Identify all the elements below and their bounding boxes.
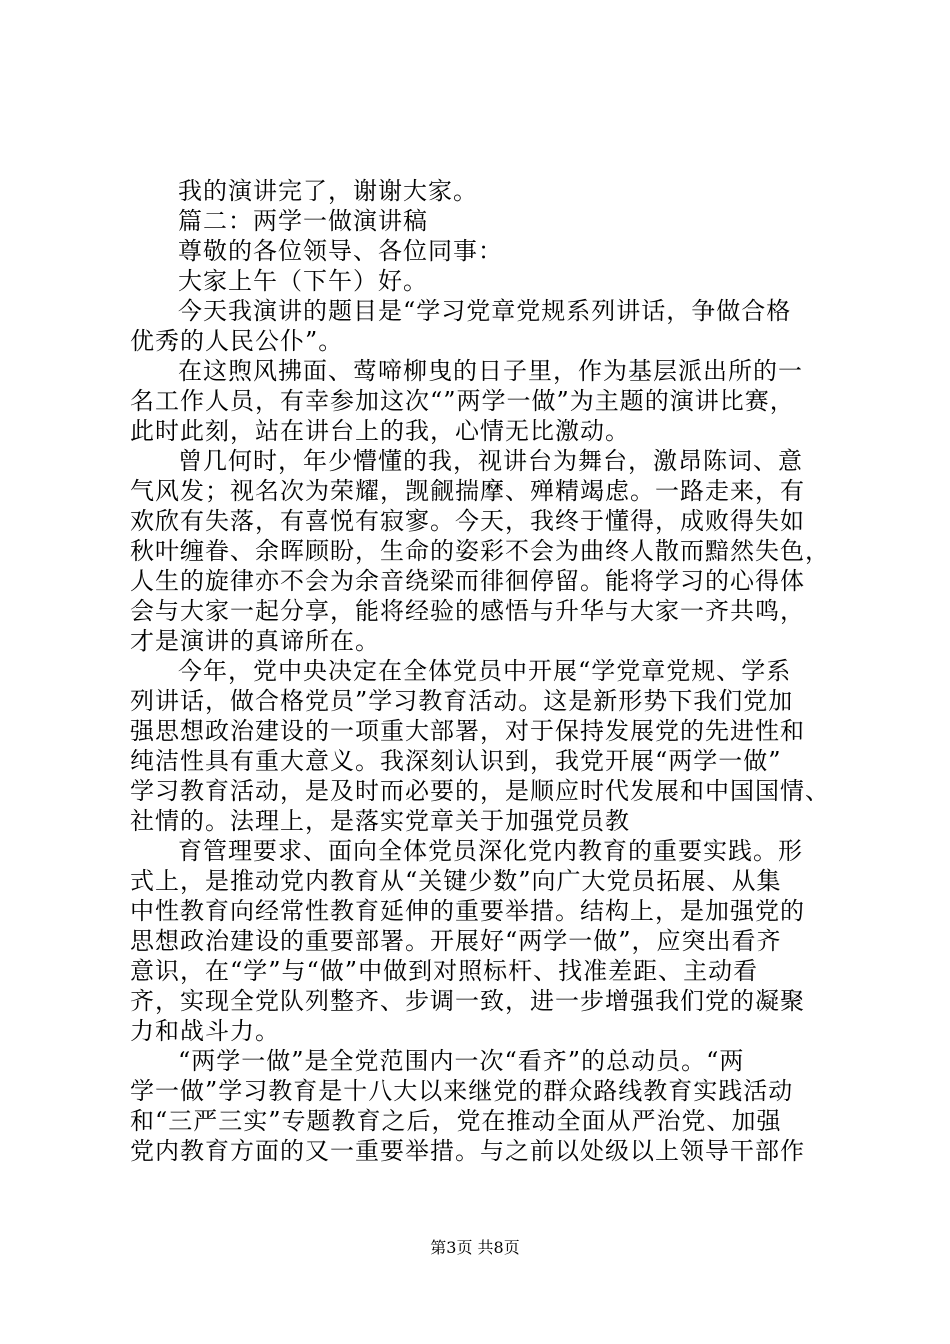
text-line: 式上，是推动党内教育从“关键少数”向广大党员拓展、从集 [130,867,782,895]
text-line: 育管理要求、面向全体党员深化党内教育的重要实践。形 [178,837,803,865]
greeting: 大家上午（下午）好。 [178,267,428,295]
salutation: 尊敬的各位领导、各位同事： [178,237,503,265]
section-heading: 篇二：两学一做演讲稿 [178,207,428,235]
text-line: “两学一做”是全党范围内一次“看齐”的总动员。“两 [178,1047,745,1075]
text-line: 我的演讲完了，谢谢大家。 [178,177,478,205]
text-line: 列讲话，做合格党员”学习教育活动。这是新形势下我们党加 [130,687,794,715]
text-line: 秋叶缠眷、余晖顾盼，生命的姿彩不会为曲终人散而黯然失色， [130,537,830,565]
text-line: 此时此刻，站在讲台上的我，心情无比激动。 [130,417,630,445]
text-line: 思想政治建设的重要部署。开展好“两学一做”，应突出看齐 [130,927,782,955]
text-line: 今天我演讲的题目是“学习党章党规系列讲话，争做合格 [178,297,792,325]
text-line: 气风发；视名次为荣耀，觊觎揣摩、殚精竭虑。一路走来，有 [130,477,805,505]
text-line: 意识，在“学”与“做”中做到对照标杆、找准差距、主动看 [130,957,759,985]
text-line: 人生的旋律亦不会为余音绕梁而徘徊停留。能将学习的心得体 [130,567,805,595]
text-line: 欢欣有失落，有喜悦有寂寥。今天，我终于懂得，成败得失如 [130,507,805,535]
text-line: 曾几何时，年少懵懂的我，视讲台为舞台，激昂陈词、意 [178,447,803,475]
body-text [130,176,830,1166]
text-line: 力和战斗力。 [130,1017,280,1045]
text-line: 会与大家一起分享，能将经验的感悟与升华与大家一齐共鸣， [130,597,805,625]
text-line: 中性教育向经常性教育延伸的重要举措。结构上，是加强党的 [130,897,805,925]
text-line: 社情的。法理上，是落实党章关于加强党员教 [130,807,630,835]
text-line: 强思想政治建设的一项重大部署，对于保持发展党的先进性和 [130,717,805,745]
page-number: 第3页 共8页 [430,1238,520,1257]
text-line: 在这煦风拂面、莺啼柳曳的日子里，作为基层派出所的一 [178,357,803,385]
text-line: 学习教育活动，是及时而必要的，是顺应时代发展和中国国情、 [130,777,830,805]
text-line: 党内教育方面的又一重要举措。与之前以处级以上领导干部作 [130,1137,805,1165]
text-line: 学一做”学习教育是十八大以来继党的群众路线教育实践活动 [130,1077,794,1105]
text-line: 名工作人员，有幸参加这次“”两学一做”为主题的演讲比赛， [130,387,795,415]
text-line: 和“三严三实”专题教育之后，党在推动全面从严治党、加强 [130,1107,782,1135]
text-line: 才是演讲的真谛所在。 [130,627,380,655]
text-line: 今年，党中央决定在全体党员中开展“学党章党规、学系 [178,657,792,685]
text-line: 优秀的人民公仆”。 [130,327,344,355]
text-line: 纯洁性具有重大意义。我深刻认识到，我党开展“两学一做” [130,747,782,775]
text-line: 齐，实现全党队列整齐、步调一致，进一步增强我们党的凝聚 [130,987,805,1015]
